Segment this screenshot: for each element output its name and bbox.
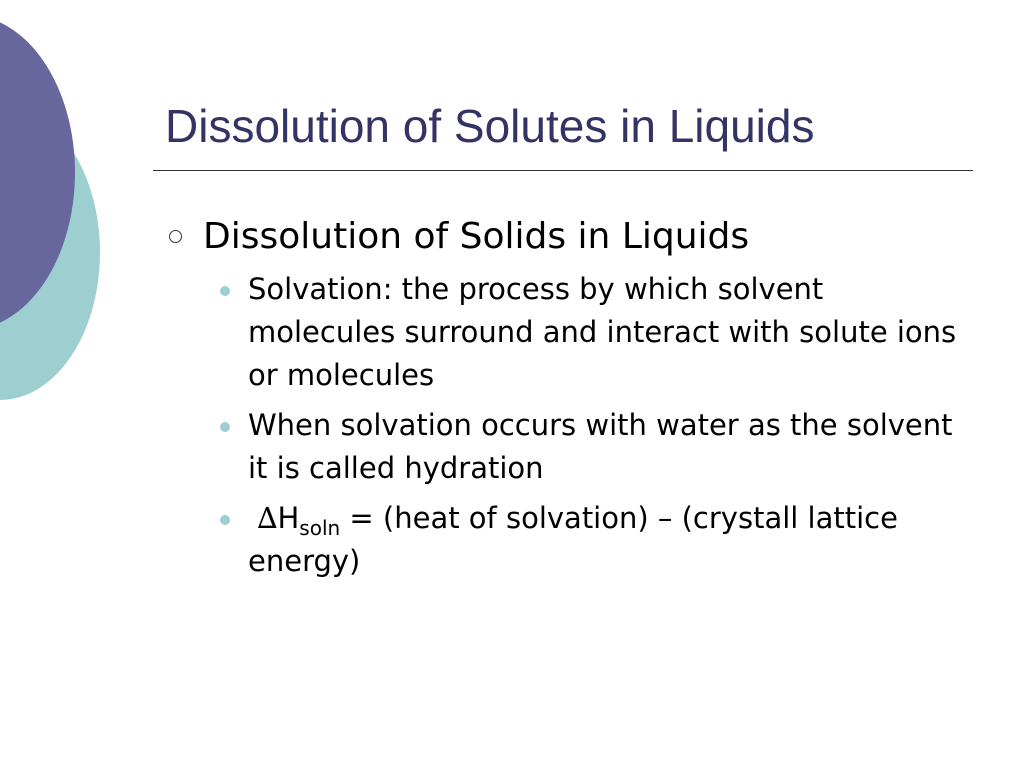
level1-bullet-item [165, 210, 965, 264]
sub-bullet-item [165, 404, 965, 490]
slide-content [165, 210, 965, 590]
sub-bullet-item [165, 268, 965, 397]
filled-circle-bullet-icon [220, 286, 230, 296]
sub-bullet-text: When solvation occurs with water as the solvent it is called hydration [248, 408, 953, 485]
equation-rest: = (heat of solvation) – (crystall lattice energy) [248, 501, 898, 578]
enthalpy-subscript: soln [299, 515, 341, 540]
title-divider [153, 170, 973, 171]
delta-symbol: ∆ [257, 501, 278, 535]
filled-circle-bullet-icon [220, 422, 230, 432]
sub-bullet-list [165, 268, 965, 583]
equation-text [248, 501, 898, 578]
sub-bullet-item-equation [165, 497, 965, 583]
enthalpy-variable: H [277, 501, 300, 535]
slide-title: Dissolution of Solutes in Liquids [165, 100, 815, 152]
sub-bullet-text: Solvation: the process by which solvent molecules surround and interact with solute ions or molecules [248, 272, 957, 392]
hollow-circle-bullet-icon [169, 230, 182, 243]
filled-circle-bullet-icon [220, 515, 230, 525]
level1-bullet-text: Dissolution of Solids in Liquids [203, 216, 750, 257]
